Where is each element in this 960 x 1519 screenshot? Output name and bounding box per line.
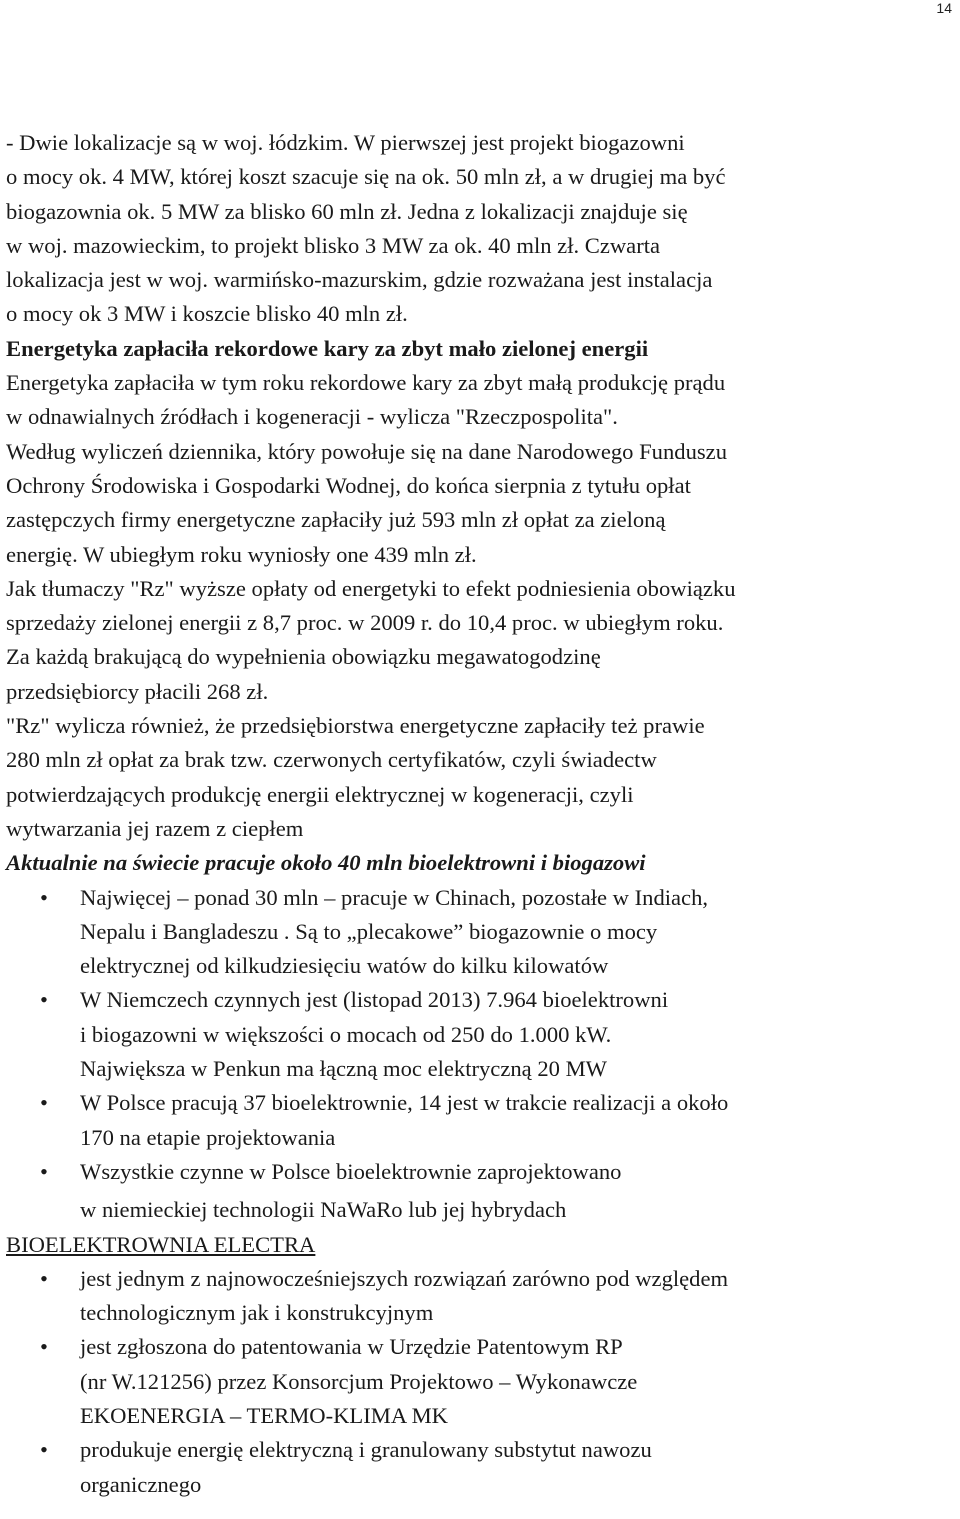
- text-line: energię. W ubiegłym roku wyniosły one 439 mln zł.: [6, 541, 477, 567]
- text-line: Jak tłumaczy "Rz" wyższe opłaty od energetyki to efekt podniesienia obowiązku: [6, 575, 736, 601]
- list-item-line: Najwięcej – ponad 30 mln – pracuje w Chinach, pozostałe w Indiach,: [80, 884, 709, 910]
- bullet-icon: •: [40, 1158, 48, 1184]
- text-line: sprzedaży zielonej energii z 8,7 proc. w 2009 r. do 10,4 proc. w ubiegłym roku.: [6, 610, 724, 636]
- intro-paragraph: [6, 126, 956, 332]
- text-line: Ochrony Środowiska i Gospodarki Wodnej, do końca sierpnia z tytułu opłat: [6, 472, 691, 498]
- list-item-line: W Polsce pracują 37 bioelektrownie, 14 jest w trakcie realizacji a około: [80, 1090, 729, 1116]
- text-line: w odnawialnych źródłach i kogeneracji - wylicza "Rzeczpospolita".: [6, 404, 618, 430]
- text-line: o mocy ok. 4 MW, której koszt szacuje się na ok. 50 mln zł, a w drugiej ma być: [6, 164, 726, 190]
- bullet-list-worldwide: [6, 881, 956, 1228]
- list-item-line: 170 na etapie projektowania: [80, 1124, 336, 1150]
- list-item-line: organicznego: [80, 1471, 202, 1497]
- list-item-line: w niemieckiej technologii NaWaRo lub jej hybrydach: [80, 1197, 567, 1223]
- list-item: [6, 1262, 956, 1331]
- list-item-line: (nr W.121256) przez Konsorcjum Projektowo – Wykonawcze: [80, 1368, 638, 1394]
- list-item-line: technologicznym jak i konstrukcyjnym: [80, 1300, 434, 1326]
- list-item-line: Nepalu i Bangladeszu . Są to „plecakowe” biogazownie o mocy: [80, 918, 658, 944]
- text-line: "Rz" wylicza również, że przedsiębiorstwa energetyczne zapłaciły też prawie: [6, 713, 705, 739]
- text-line: wytwarzania jej razem z ciepłem: [6, 815, 304, 841]
- bullet-icon: •: [40, 1265, 48, 1291]
- text-line: 280 mln zł opłat za brak tzw. czerwonych certyfikatów, czyli świadectw: [6, 747, 657, 773]
- text-line: potwierdzających produkcję energii elektrycznej w kogeneracji, czyli: [6, 781, 634, 807]
- bullet-icon: •: [40, 1334, 48, 1360]
- text-line: Według wyliczeń dziennika, który powołuje się na dane Narodowego Funduszu: [6, 438, 727, 464]
- list-item-line: elektrycznej od kilkudziesięciu watów do kilku kilowatów: [80, 953, 609, 979]
- list-item: [6, 1330, 956, 1433]
- list-item: [6, 1086, 956, 1155]
- list-item-line: jest jednym z najnowocześniejszych rozwiązań zarówno pod względem: [80, 1265, 729, 1291]
- list-item-line: jest zgłoszona do patentowania w Urzędzie Patentowym RP: [80, 1334, 623, 1360]
- list-item: [6, 881, 956, 984]
- text-line: Energetyka zapłaciła w tym roku rekordowe kary za zbyt małą produkcję prądu: [6, 370, 726, 396]
- page-number: 14: [936, 0, 952, 16]
- text-line: przedsiębiorcy płacili 268 zł.: [6, 678, 269, 704]
- list-item-line: produkuje energię elektryczną i granulowany substytut nawozu: [80, 1437, 652, 1463]
- text-line: o mocy ok 3 MW i koszcie blisko 40 mln zł.: [6, 301, 408, 327]
- text-line: w woj. mazowieckim, to projekt blisko 3 MW za ok. 40 mln zł. Czwarta: [6, 232, 661, 258]
- text-line: biogazownia ok. 5 MW za blisko 60 mln zł. Jedna z lokalizacji znajduje się: [6, 198, 688, 224]
- section-heading-electra: BIOELEKTROWNIA ELECTRA: [6, 1231, 316, 1257]
- bullet-list-electra: [6, 1262, 956, 1502]
- bullet-icon: •: [40, 987, 48, 1013]
- list-item-line: W Niemczech czynnych jest (listopad 2013) 7.964 bioelektrowni: [80, 987, 669, 1013]
- article-body: [6, 366, 956, 846]
- article-heading: Energetyka zapłaciła rekordowe kary za zbyt mało zielonej energii: [6, 335, 649, 361]
- document-body: [6, 126, 956, 1502]
- list-item: [6, 1433, 956, 1502]
- list-item-line: i biogazowni w większości o mocach od 250 do 1.000 kW.: [80, 1021, 612, 1047]
- section-heading-bioelectric-worldwide: Aktualnie na świecie pracuje około 40 mln bioelektrowni i biogazowi: [6, 850, 646, 876]
- list-item-line: Największa w Penkun ma łączną moc elektryczną 20 MW: [80, 1056, 607, 1082]
- bullet-icon: •: [40, 1437, 48, 1463]
- bullet-icon: •: [40, 884, 48, 910]
- list-item: [6, 983, 956, 1086]
- text-line: zastępczych firmy energetyczne zapłaciły już 593 mln zł opłat za zieloną: [6, 507, 666, 533]
- list-item: [6, 1155, 956, 1228]
- list-item-line: Wszystkie czynne w Polsce bioelektrownie zaprojektowano: [80, 1158, 622, 1184]
- text-line: Za każdą brakującą do wypełnienia obowiązku megawatogodzinę: [6, 644, 601, 670]
- list-item-line: EKOENERGIA – TERMO-KLIMA MK: [80, 1402, 448, 1428]
- text-line: lokalizacja jest w woj. warmińsko-mazurskim, gdzie rozważana jest instalacja: [6, 267, 713, 293]
- text-line: - Dwie lokalizacje są w woj. łódzkim. W pierwszej jest projekt biogazowni: [6, 130, 685, 155]
- bullet-icon: •: [40, 1090, 48, 1116]
